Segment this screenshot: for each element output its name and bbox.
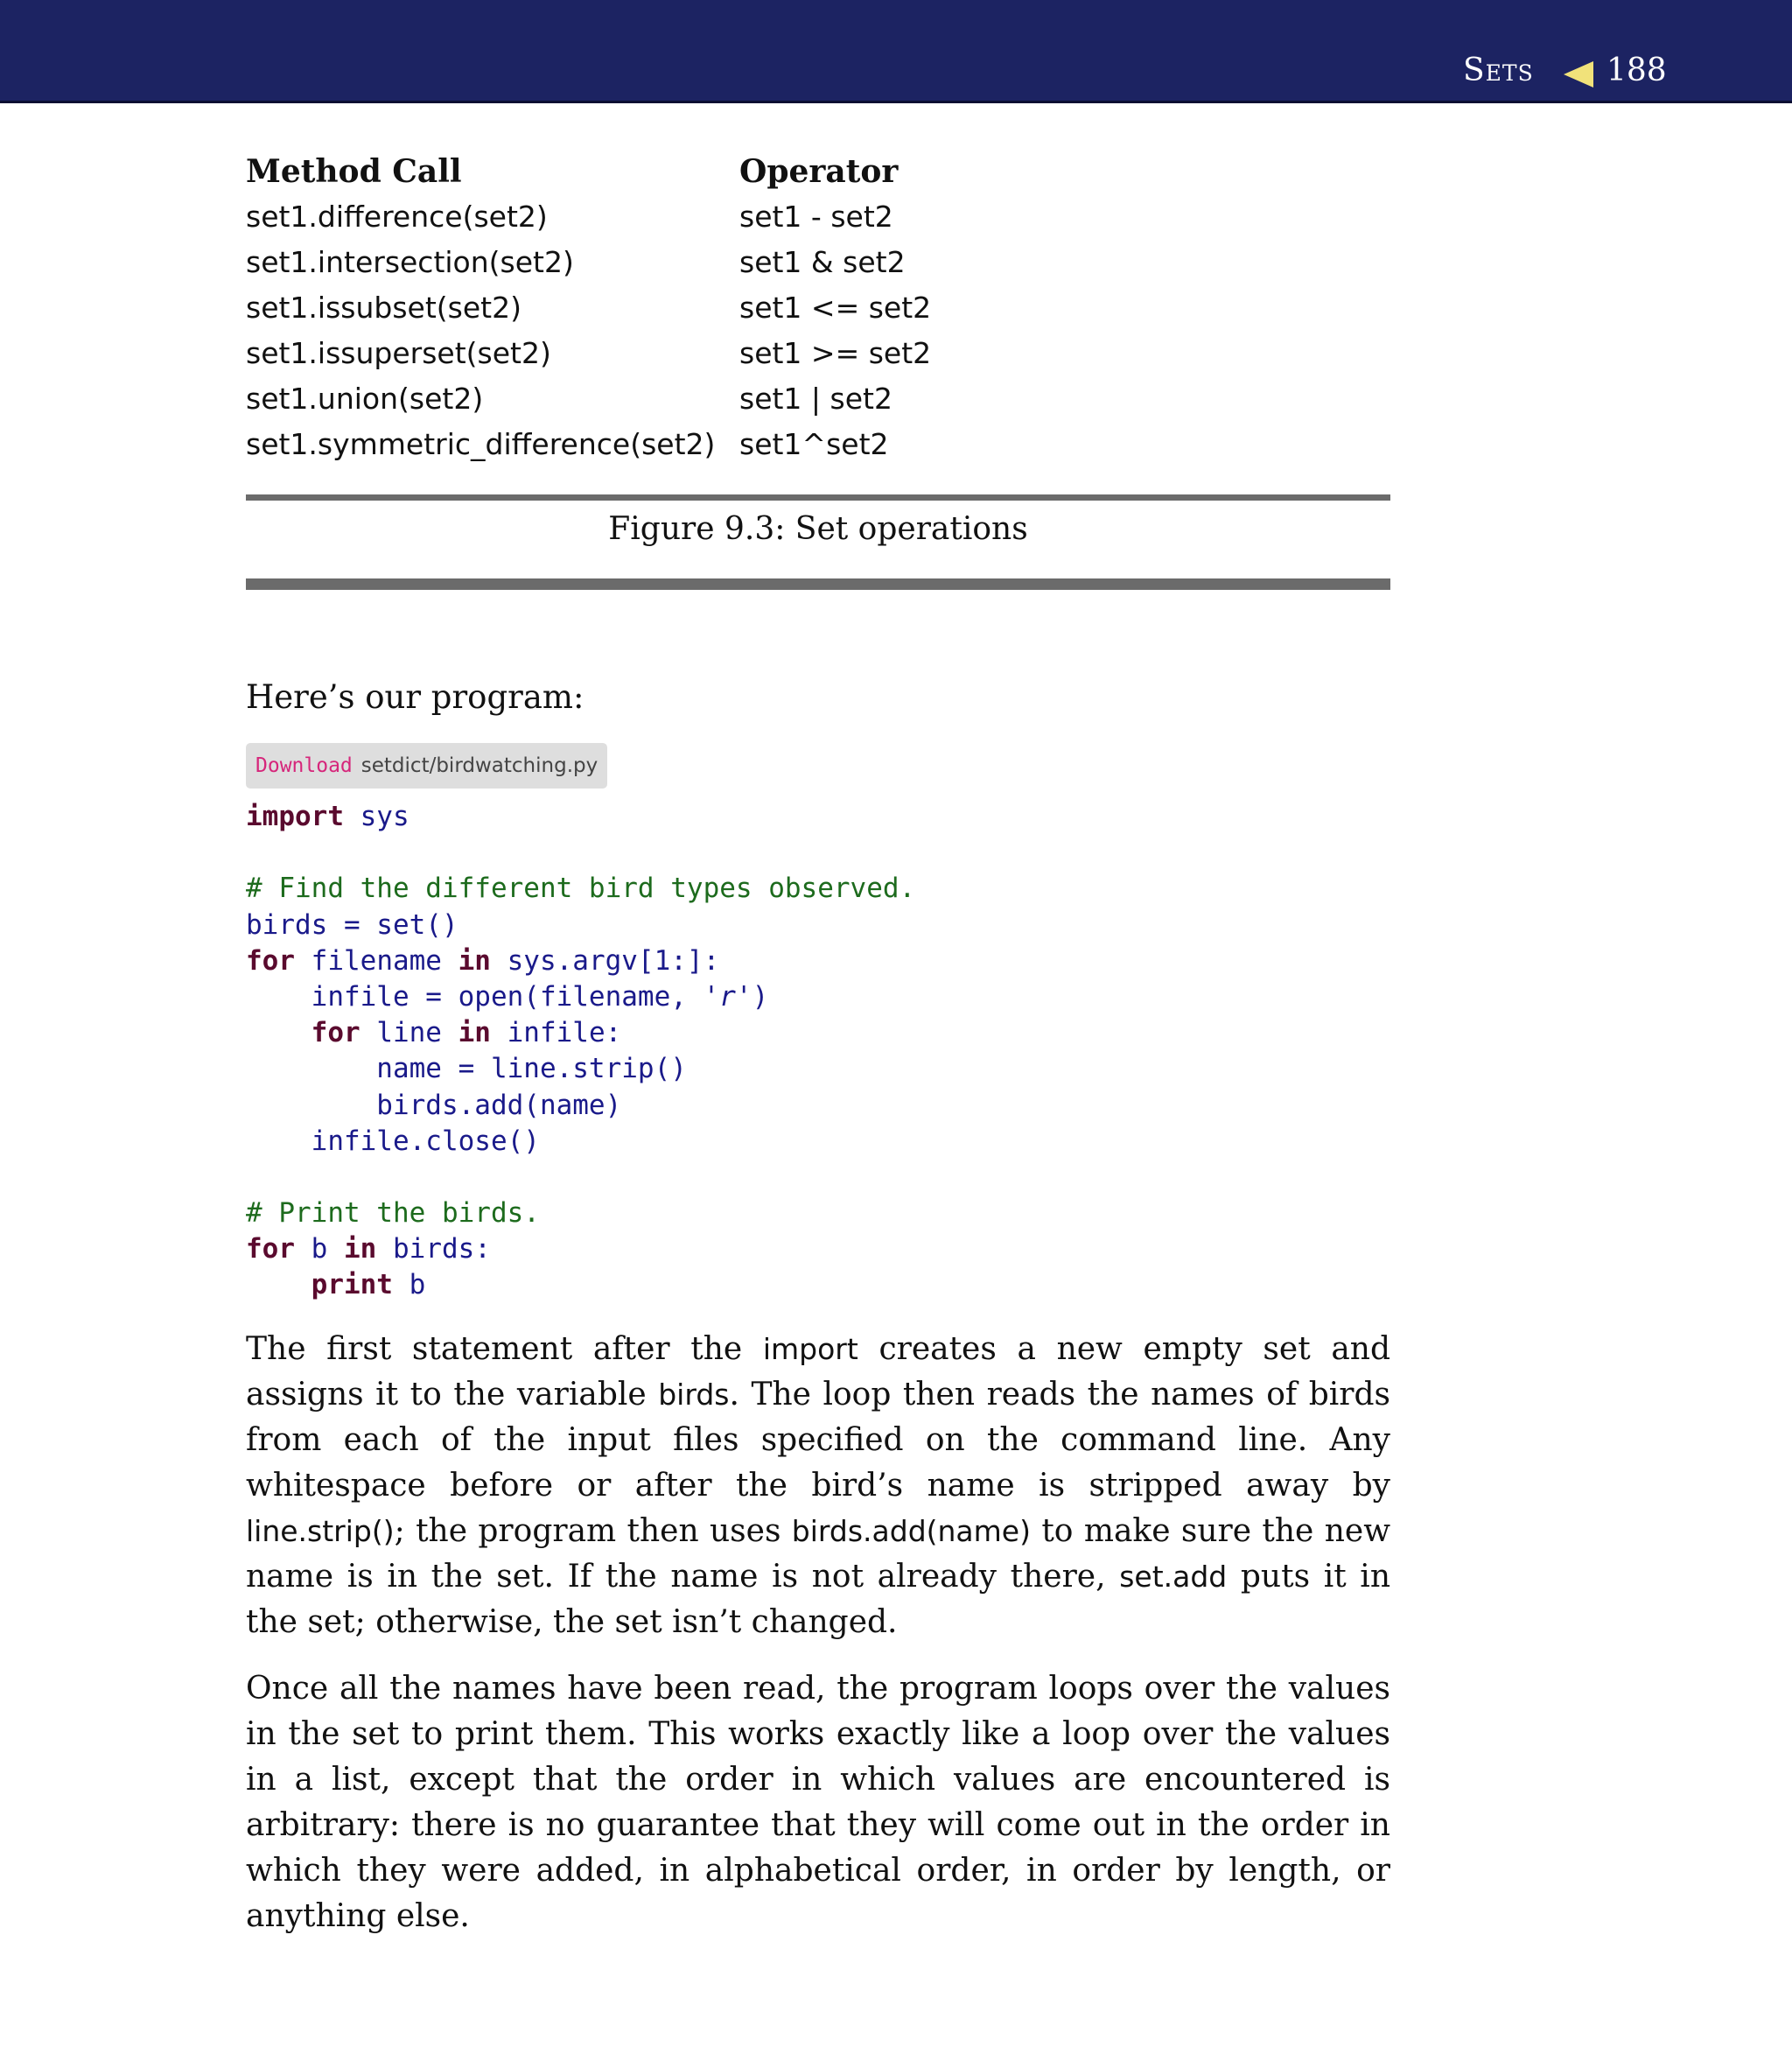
code-line [246,943,915,979]
operator-column [739,149,931,467]
method-cell: set1.difference(set2) [246,200,548,234]
download-label[interactable]: Download [256,754,353,777]
code-token: line [360,1017,458,1049]
paragraph-text: to make sure the new name is in the set. If the name is not already there, [246,1513,1391,1595]
code-line [246,1160,915,1195]
code-line [246,1051,915,1087]
code-token: print [311,1269,393,1301]
code-token: for [311,1017,360,1049]
code-line [246,979,915,1015]
operator-header: Operator [739,153,899,190]
figure-top-rule [246,494,1390,501]
figure-bottom-rule [246,578,1390,590]
code-token [246,1017,312,1048]
code-listing [246,799,915,1304]
program-intro: Here’s our program: [246,678,584,716]
operator-cell: set1 - set2 [739,200,893,234]
code-line [246,1267,915,1303]
operator-cell: set1 | set2 [739,382,892,416]
code-token: for [246,944,295,977]
section-title: Sets [1463,53,1534,88]
running-header [0,0,1792,103]
code-token: # Find the different bird types observed. [246,873,916,905]
code-line [246,871,915,907]
method-cell: set1.symmetric_difference(set2) [246,427,716,461]
code-token: for [246,1233,295,1265]
download-path[interactable]: setdict/birdwatching.py [360,754,598,777]
code-token: import [246,801,344,832]
code-token: infile: [490,1017,622,1049]
code-line [246,799,915,835]
operator-cell: set1^set2 [739,427,889,461]
code-token: birds: [376,1233,491,1265]
operator-cell: set1 >= set2 [739,336,932,370]
code-token: b [295,1233,344,1265]
paragraph-text: creates a new empty set and assigns it to the variable [246,1331,1391,1413]
code-token: filename [295,944,458,977]
code-line [246,1124,915,1160]
code-line [246,1015,915,1051]
operator-cell: set1 <= set2 [739,291,932,325]
code-token: in [458,944,491,977]
paragraph-1 [246,1327,1390,1645]
method-call-column [246,149,715,467]
inline-code: line.strip() [246,1514,395,1548]
page-number: 188 [1606,53,1667,88]
method-cell: set1.issubset(set2) [246,291,522,325]
paragraph-text: Once all the names have been read, the program loops over the values in the set to print them. This works exactly like a loop over the values in a list, except that the order in which values are encountered is arbitrary: there is no guarantee that they will come out in the order in which they were added, in alphabetical order, in order by length, or anything else. [246,1671,1390,1934]
code-token: name = line.strip() [246,1053,687,1085]
method-cell: set1.union(set2) [246,382,484,416]
inline-code: set.add [1119,1560,1228,1594]
code-token: 'r' [703,980,752,1013]
code-token: sys.argv[1:]: [490,944,720,977]
code-line [246,1088,915,1124]
code-token: # Print the birds. [246,1197,540,1230]
paragraph-text: puts it in the set; otherwise, the set isn’t changed. [246,1559,1391,1640]
code-line [246,835,915,871]
paragraph-text: . The loop then reads the names of birds from each of the input files specified on the command line. Any whitespace before or after the bird’s name is stripped away by [246,1377,1391,1504]
code-line [246,1195,915,1231]
operator-cell: set1 & set2 [739,245,906,279]
code-token: birds = set() [246,908,458,941]
code-token: infile.close() [246,1125,540,1157]
code-token: infile = open(filename, [246,980,704,1013]
figure-caption: Figure 9.3: Set operations [608,511,1028,547]
method-call-header: Method Call [246,153,462,190]
code-line [246,908,915,943]
code-token: in [344,1233,377,1265]
method-cell: set1.issuperset(set2) [246,336,551,370]
paragraph-text: The first statement after the [246,1331,763,1367]
paragraph-2 [246,1666,1390,1939]
download-link[interactable] [246,743,607,789]
inline-code: import [762,1332,858,1366]
code-token [246,1269,312,1300]
code-token: b [392,1269,426,1301]
code-token: sys [343,801,410,832]
code-line [246,1231,915,1267]
code-token: birds.add(name) [246,1089,622,1121]
inline-code: birds.add(name) [791,1514,1031,1548]
inline-code: birds [658,1377,730,1412]
paragraph-text: ; the program then uses [394,1513,792,1549]
code-token: ) [752,980,769,1013]
code-token: in [458,1017,491,1049]
left-triangle-icon[interactable] [1564,61,1593,88]
method-cell: set1.intersection(set2) [246,245,574,279]
